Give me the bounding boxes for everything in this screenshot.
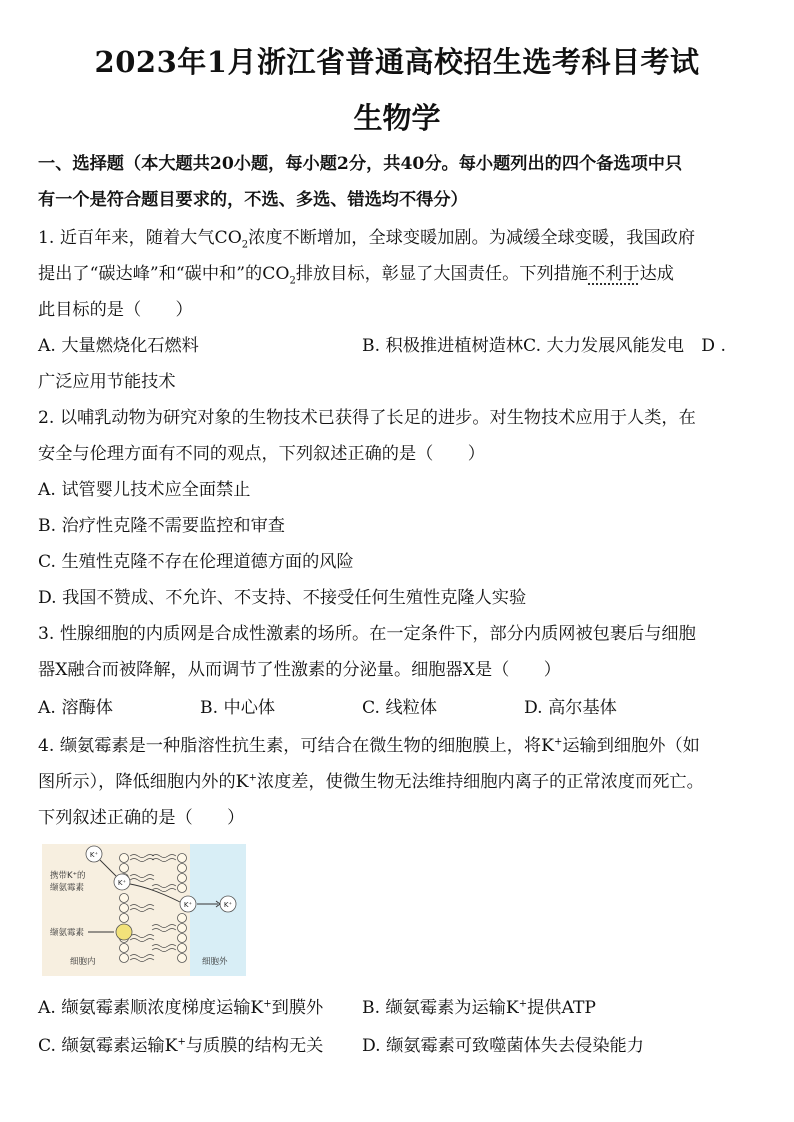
q4-stem-line2: 图所示），降低细胞内外的K+浓度差，使微生物无法维持细胞内离子的正常浓度而死亡。 [38,772,704,792]
q2-option-a[interactable]: A. 试管婴儿技术应全面禁止 [38,480,251,500]
q3-option-d[interactable]: D. 高尔基体 [524,698,617,718]
q4-stem-line3: 下列叙述正确的是（ ） [38,808,245,828]
q2-option-d[interactable]: D. 我国不赞成、不允许、不支持、不接受任何生殖性克隆人实验 [38,588,527,608]
svg-text:K⁺: K⁺ [89,851,99,859]
q1-option-d[interactable]: 广泛应用节能技术 [38,372,176,392]
valinomycin-membrane-figure [42,844,246,976]
q1-option-bcd[interactable]: B. 积极推进植树造林C. 大力发展风能发电 D . [362,336,726,356]
q2-option-c[interactable]: C. 生殖性克隆不存在伦理道德方面的风险 [38,552,354,572]
section-instructions-line2: 有一个是符合题目要求的，不选、多选、错选均不得分） [38,190,468,210]
q1-stem-line2: 提出了“碳达峰”和“碳中和”的$CO_2$排放目标，彰显了大国责任。下列措施不利于达成 [38,264,674,287]
q3-stem-line2: 器X融合而被降解，从而调节了性激素的分泌量。细胞器X是（ ） [38,660,561,680]
q3-option-b[interactable]: B. 中心体 [200,698,276,718]
q3-option-c[interactable]: C. 线粒体 [362,698,438,718]
svg-text:缬氨霉素: 缬氨霉素 [50,928,85,938]
q2-stem-line2: 安全与伦理方面有不同的观点，下列叙述正确的是（ ） [38,444,485,464]
q4-option-d[interactable]: D. 缬氨霉素可致噬菌体失去侵染能力 [362,1036,644,1056]
q1-option-a[interactable]: A. 大量燃烧化石燃料 [38,336,199,356]
q3-option-a[interactable]: A. 溶酶体 [38,698,113,718]
q2-option-b[interactable]: B. 治疗性克隆不需要监控和审查 [38,516,285,536]
svg-text:细胞内: 细胞内 [70,957,96,967]
svg-text:K⁺: K⁺ [183,901,193,909]
svg-text:K⁺: K⁺ [223,901,233,909]
svg-text:缬氨霉素: 缬氨霉素 [50,883,85,893]
q4-option-b[interactable]: B. 缬氨霉素为运输K+提供ATP [362,998,596,1018]
svg-text:细胞外: 细胞外 [202,957,228,967]
q1-stem-line3: 此目标的是（ ） [38,300,193,320]
q2-stem-line1: 2. 以哺乳动物为研究对象的生物技术已获得了长足的进步。对生物技术应用于人类，在 [38,408,696,428]
q4-option-a[interactable]: A. 缬氨霉素顺浓度梯度运输K+到膜外 [38,998,324,1018]
q1-stem-line1: 1. 近百年来，随着大气$CO_2$浓度不断增加，全球变暖加剧。为减缓全球变暖，我国政府 [38,228,696,251]
q3-stem-line1: 3. 性腺细胞的内质网是合成性激素的场所。在一定条件下，部分内质网被包裹后与细胞 [38,624,696,644]
section-instructions-line1: 一、选择题（本大题共20小题，每小题2分，共40分。每小题列出的四个备选项中只 [38,154,683,174]
q4-option-c[interactable]: C. 缬氨霉素运输K+与质膜的结构无关 [38,1036,324,1056]
q4-stem-line1: 4. 缬氨霉素是一种脂溶性抗生素，可结合在微生物的细胞膜上，将K+运输到细胞外（如 [38,736,700,756]
exam-title: 2023年1月浙江省普通高校招生选考科目考试 [94,45,700,79]
svg-text:K⁺: K⁺ [117,879,127,887]
emphasis-text: 不利于 [588,264,640,284]
svg-text:携带K⁺的: 携带K⁺的 [50,871,86,881]
subject-title: 生物学 [353,101,441,135]
